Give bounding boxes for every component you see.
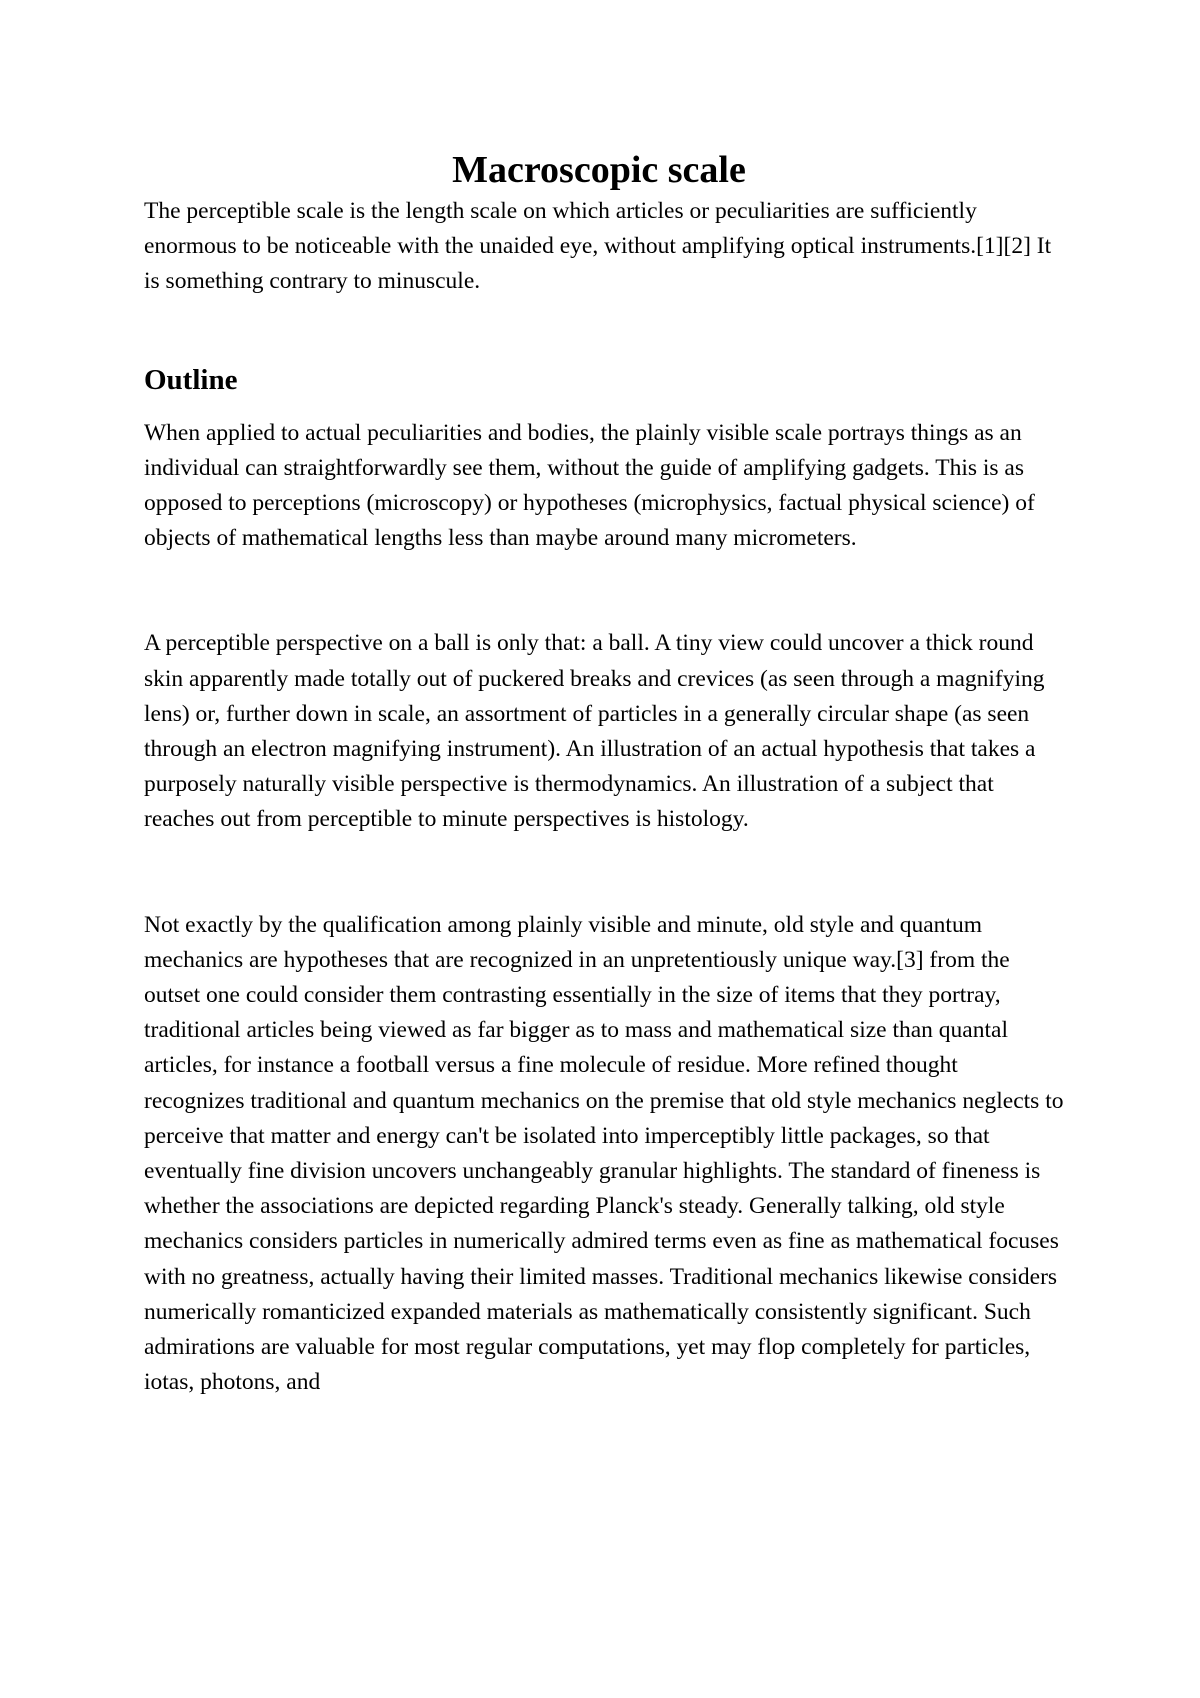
- body-paragraph-1: When applied to actual peculiarities and bodies, the plainly visible scale portrays things as an individual can straightforwardly see them, without the guide of amplifying gadgets. This is as opposed to perceptions (microscopy) or hypotheses (microphysics, factual physical science) of objects of mathematical lengths less than maybe around many micrometers.: [144, 419, 1035, 552]
- section-heading: Outline: [144, 363, 238, 396]
- body-paragraph-2: A perceptible perspective on a ball is only that: a ball. A tiny view could uncover a thick round skin apparently made totally out of puckered breaks and crevices (as seen through a magnifying lens) or, further down in scale, an assortment of particles in a generally circular shape (as seen through an electron magnifying instrument). An illustration of an actual hypothesis that takes a purposely naturally visible perspective is thermodynamics. An illustration of a subject that reaches out from perceptible to minute perspectives is histology.: [144, 630, 1045, 833]
- body-paragraph-3: Not exactly by the qualification among plainly visible and minute, old style and quantum mechanics are hypotheses that are recognized in an unpretentiously unique way.[3] from the outset one could consider them contrasting essentially in the size of items that they portray, traditional articles being viewed as far bigger as to mass and mathematical size than quantal articles, for instance a football versus a fine molecule of residue. More refined thought recognizes traditional and quantum mechanics on the premise that old style mechanics neglects to perceive that matter and energy can't be isolated into imperceptibly little packages, so that eventually fine division uncovers unchangeably granular highlights. The standard of fineness is whether the associations are depicted regarding Planck's steady. Generally talking, old style mechanics considers particles in numerically admired terms even as fine as mathematical focuses with no greatness, actually having their limited masses. Traditional mechanics likewise considers numerically romanticized expanded materials as mathematically consistently significant. Such admirations are valuable for most regular computations, yet may flop completely for particles, iotas, photons, and: [144, 911, 1064, 1396]
- intro-paragraph: The perceptible scale is the length scale on which articles or peculiarities are sufficiently enormous to be noticeable with the unaided eye, without amplifying optical instruments.[1][2] It is something contrary to minuscule.: [144, 198, 1052, 295]
- document-title: Macroscopic scale: [452, 149, 746, 191]
